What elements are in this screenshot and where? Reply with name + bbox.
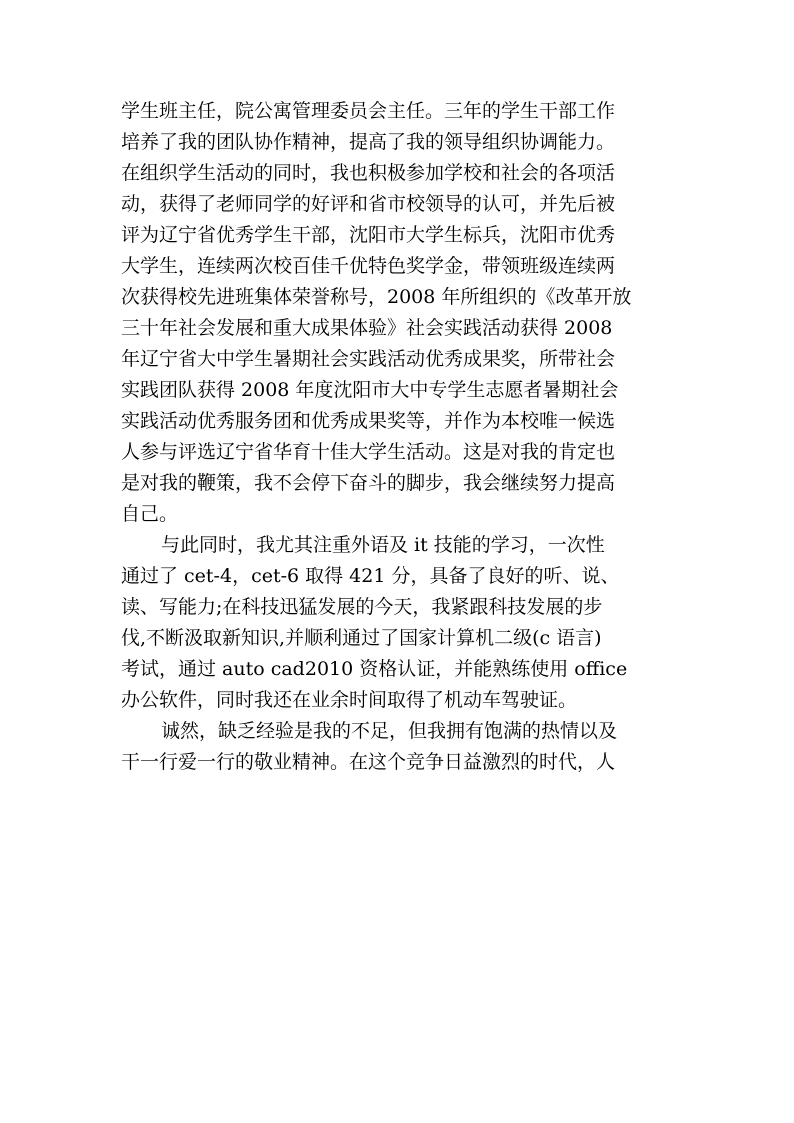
text-line: 动，获得了老师同学的好评和省市校领导的认可，并先后被 (121, 193, 616, 215)
text-line: 三十年社会发展和重大成果体验》社会实践活动获得 2008 (121, 317, 613, 339)
text-line: 在组织学生活动的同时，我也积极参加学校和社会的各项活 (121, 162, 616, 184)
text-line: 通过了 cet-4，cet-6 取得 421 分，具备了良好的听、说、 (121, 565, 620, 587)
text-line: 是对我的鞭策，我不会停下奋斗的脚步，我会继续努力提高 (121, 472, 616, 494)
text-line: 人参与评选辽宁省华育十佳大学生活动。这是对我的肯定也 (121, 441, 616, 463)
text-line: 大学生，连续两次校百佳千优特色奖学金，带领班级连续两 (121, 255, 616, 277)
text-line: 读、写能力;在科技迅猛发展的今天，我紧跟科技发展的步 (121, 596, 603, 618)
text-line: 伐,不断汲取新知识,并顺利通过了国家计算机二级(c 语言) (121, 627, 602, 649)
text-line: 考试，通过 auto cad2010 资格认证，并能熟练使用 office (121, 658, 628, 680)
text-line: 干一行爱一行的敬业精神。在这个竞争日益激烈的时代，人 (121, 751, 616, 773)
text-line: 培养了我的团队协作精神，提高了我的领导组织协调能力。 (121, 131, 616, 153)
text-line: 实践团队获得 2008 年度沈阳市大中专学生志愿者暑期社会 (121, 379, 619, 401)
text-line: 学生班主任，院公寓管理委员会主任。三年的学生干部工作 (121, 100, 616, 122)
text-line: 办公软件，同时我还在业余时间取得了机动车驾驶证。 (121, 689, 578, 711)
paragraph-start-line: 诚然，缺乏经验是我的不足，但我拥有饱满的热情以及 (161, 720, 618, 742)
paragraph-start-line: 与此同时，我尤其注重外语及 it 技能的学习，一次性 (161, 534, 605, 556)
text-line: 年辽宁省大中学生暑期社会实践活动优秀成果奖，所带社会 (121, 348, 616, 370)
text-line: 自己。 (121, 503, 179, 525)
document-body (121, 96, 681, 778)
text-line: 实践活动优秀服务团和优秀成果奖等，并作为本校唯一候选 (121, 410, 616, 432)
text-line: 次获得校先进班集体荣誉称号，2008 年所组织的《改革开放 (121, 286, 632, 308)
text-line: 评为辽宁省优秀学生干部，沈阳市大学生标兵，沈阳市优秀 (121, 224, 616, 246)
